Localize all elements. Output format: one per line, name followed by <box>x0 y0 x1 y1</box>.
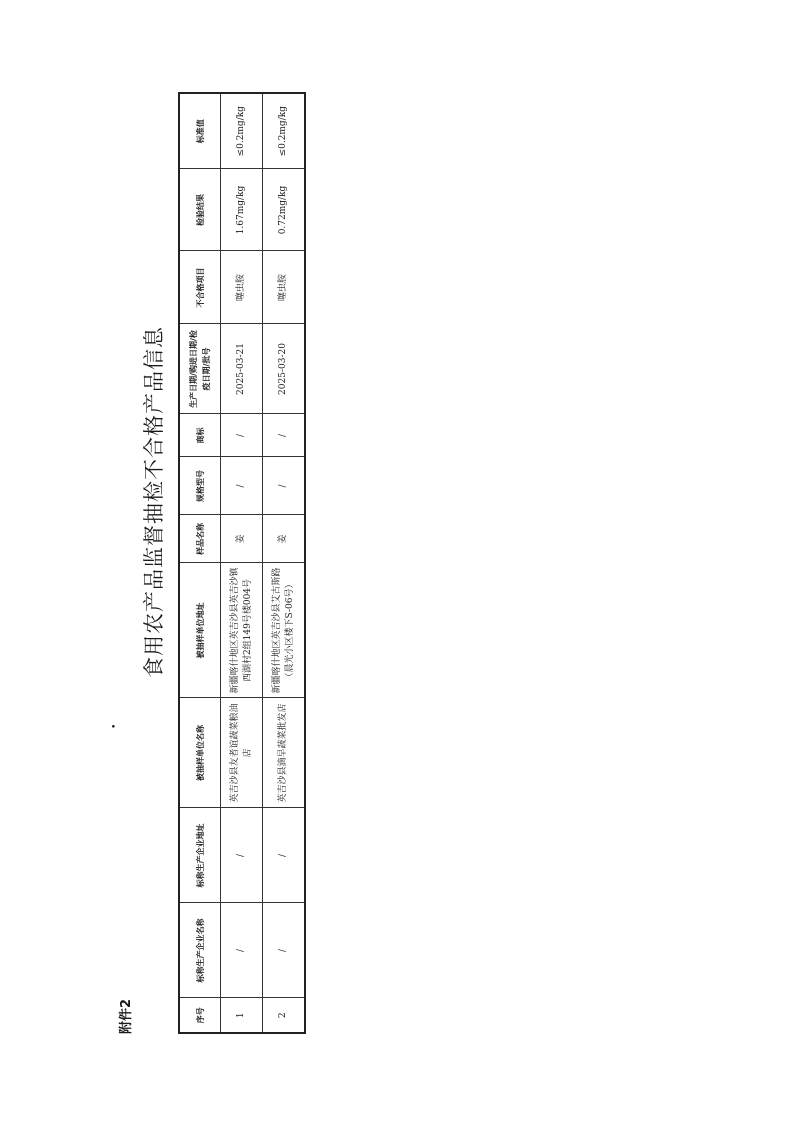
cell-standard-value: ≤0.2mg/kg <box>263 93 306 169</box>
header-failed-item: 不合格项目 <box>179 251 221 324</box>
table-row <box>221 93 263 1033</box>
attachment-label: 附件2 <box>119 998 134 1034</box>
cell-test-result: 1.67mg/kg <box>221 169 263 251</box>
header-spec-model: 规格型号 <box>179 457 221 515</box>
header-date-batch: 生产日期/购进日期/检疫日期/批号 <box>179 324 221 414</box>
cell-date-batch: 2025-03-20 <box>263 324 306 414</box>
cell-test-result: 0.72mg/kg <box>263 169 306 251</box>
cell-trademark: / <box>263 414 306 457</box>
cell-sampled-unit-address: 新疆喀什地区英吉沙县艾古斯路（晨光小区楼下S-06号） <box>263 563 306 698</box>
cell-index: 1 <box>221 998 263 1033</box>
header-test-result: 检验结果 <box>179 169 221 251</box>
cell-date-batch: 2025-03-21 <box>221 324 263 414</box>
page-title: 食用农产品监督抽检不合格产品信息 <box>142 326 166 678</box>
cell-sampled-unit-address: 新疆喀什地区英吉沙县英吉沙镇西湖村2组149号楼004号 <box>221 563 263 698</box>
header-sampled-unit-address: 被抽样单位地址 <box>179 563 221 698</box>
cell-sampled-unit-name: 英吉沙县友者谊蔬菜粮油店 <box>221 698 263 808</box>
cell-sampled-unit-name: 英吉沙县滴早蔬菜批发店 <box>263 698 306 808</box>
table-header-row <box>179 93 221 1033</box>
header-standard-value: 标准值 <box>179 93 221 169</box>
stray-mark: • <box>110 723 120 729</box>
cell-spec-model: / <box>221 457 263 515</box>
header-sampled-unit-name: 被抽样单位名称 <box>179 698 221 808</box>
cell-trademark: / <box>221 414 263 457</box>
cell-index: 2 <box>263 998 306 1033</box>
cell-producer-address: / <box>221 808 263 903</box>
table-row <box>263 93 306 1033</box>
cell-producer-name: / <box>221 903 263 998</box>
nonconforming-products-table <box>178 92 306 1034</box>
header-trademark: 商标 <box>179 414 221 457</box>
cell-failed-item: 噻虫胺 <box>221 251 263 324</box>
header-producer-name: 标称生产企业名称 <box>179 903 221 998</box>
cell-sample-name: 姜 <box>263 515 306 563</box>
cell-producer-address: / <box>263 808 306 903</box>
cell-failed-item: 噻虫胺 <box>263 251 306 324</box>
header-index: 序号 <box>179 998 221 1033</box>
header-producer-address: 标称生产企业地址 <box>179 808 221 903</box>
cell-standard-value: ≤0.2mg/kg <box>221 93 263 169</box>
cell-producer-name: / <box>263 903 306 998</box>
cell-spec-model: / <box>263 457 306 515</box>
cell-sample-name: 姜 <box>221 515 263 563</box>
header-sample-name: 样品名称 <box>179 515 221 563</box>
